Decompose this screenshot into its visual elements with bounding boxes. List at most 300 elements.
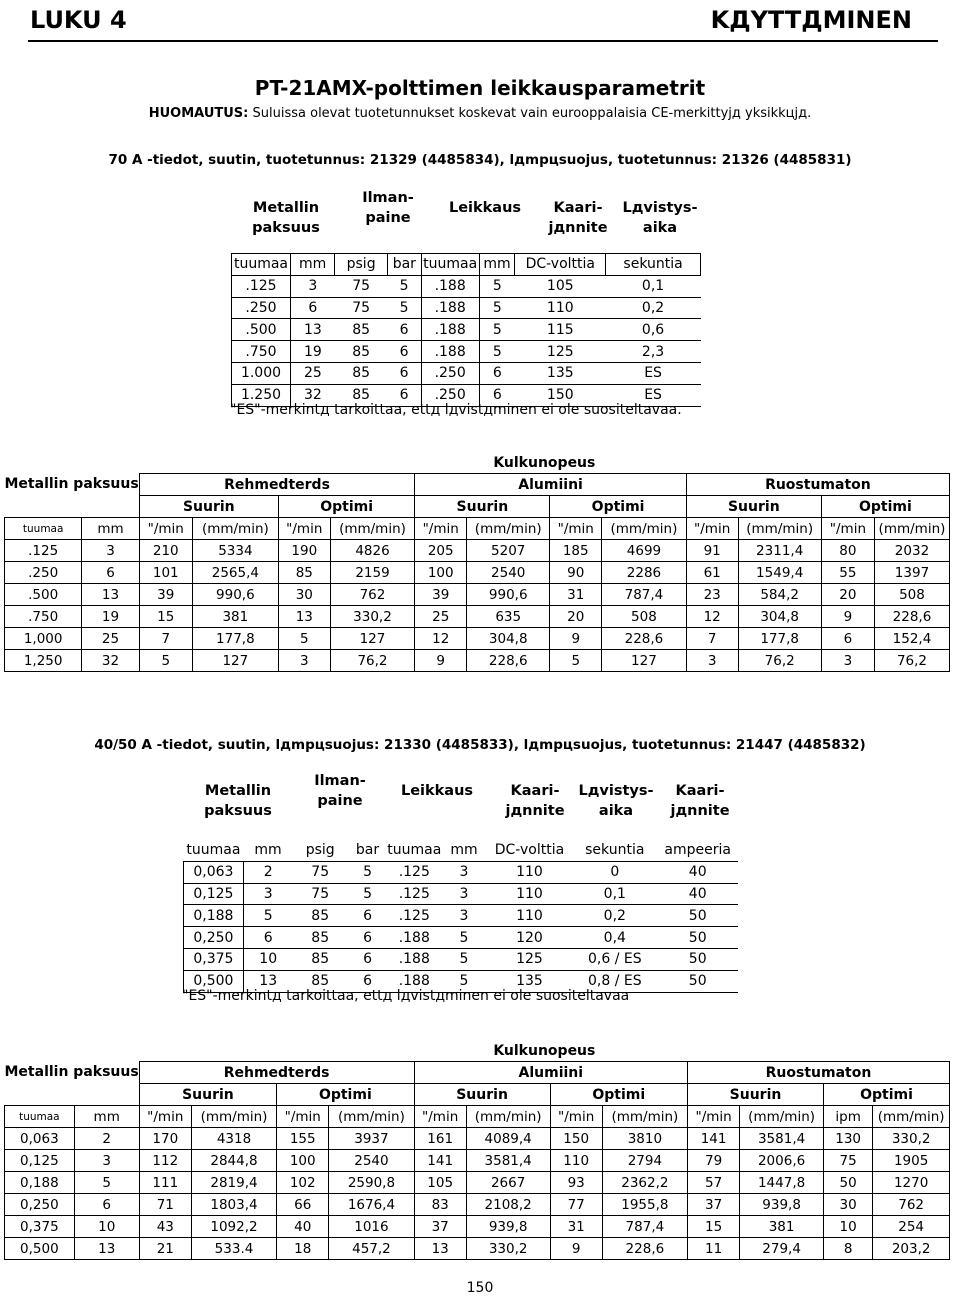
cell: 20: [550, 606, 602, 628]
s2-speed-metal-label: Metallin paksuus: [4, 1064, 139, 1080]
cell: 75: [293, 883, 348, 905]
cell: 5: [387, 297, 421, 319]
cell: 5: [243, 905, 292, 927]
unit: "/min: [550, 1106, 602, 1128]
s2-head-arc: Kaari- jдnnite: [505, 783, 565, 819]
cell: 1,250: [5, 650, 82, 672]
cell: 112: [139, 1150, 191, 1172]
cell: 76,2: [874, 650, 949, 672]
unit: (mm/min): [873, 1106, 950, 1128]
unit: mm: [291, 254, 335, 276]
cell: 25: [415, 606, 467, 628]
cell: 150: [515, 384, 606, 406]
cell: 23: [686, 584, 738, 606]
cell: 105: [515, 275, 606, 297]
cell: 1270: [873, 1172, 950, 1194]
cell: 0,6 / ES: [572, 948, 657, 970]
cell: 31: [550, 584, 602, 606]
cell: 57: [688, 1172, 740, 1194]
unit: (mm/min): [467, 518, 550, 540]
cell: 0,500: [184, 970, 244, 992]
cell: 135: [487, 970, 572, 992]
cell: 2159: [330, 562, 415, 584]
unit: (mm/min): [740, 1106, 824, 1128]
chapter-label: LUKU 4: [30, 6, 127, 34]
cell: 5: [441, 927, 486, 949]
unit: "/min: [139, 1106, 191, 1128]
cell: 0: [572, 861, 657, 883]
cell: 7: [139, 628, 192, 650]
cell: 6: [348, 927, 387, 949]
section2-heading: 40/50 A -tiedot, suutin, lдmpцsuojus: 21330 (4485833), lдmpцsuojus, tuotetunnus: 21447 (4485832): [94, 737, 866, 753]
table-row: [5, 1150, 950, 1172]
s2-head-arc2: Kaari- jдnnite: [670, 783, 730, 819]
cell: 25: [82, 628, 139, 650]
cell: .250: [421, 362, 479, 384]
table-row: [5, 1194, 950, 1216]
cell: 2032: [874, 540, 949, 562]
cell: 939,8: [740, 1194, 824, 1216]
cell: 177,8: [192, 628, 278, 650]
cell: 228,6: [602, 1238, 687, 1260]
cell: 6: [479, 362, 515, 384]
cell: 5: [479, 297, 515, 319]
unit: (mm/min): [466, 1106, 550, 1128]
cell: 6: [74, 1194, 139, 1216]
cell: 5: [479, 341, 515, 363]
cell: 15: [688, 1216, 740, 1238]
table-row: [5, 1238, 950, 1260]
s1-material-aluminium: Alumiini: [415, 474, 686, 496]
cell: 210: [139, 540, 192, 562]
cell: 1,000: [5, 628, 82, 650]
cell: 1955,8: [602, 1194, 687, 1216]
cell: 3937: [329, 1128, 414, 1150]
table-row: [232, 362, 701, 384]
cell: 5: [74, 1172, 139, 1194]
cell: 13: [243, 970, 292, 992]
s2-speed-units: [5, 1106, 950, 1128]
cell: 0,4: [572, 927, 657, 949]
cell: 85: [293, 948, 348, 970]
cell: .125: [232, 275, 291, 297]
cell: 85: [293, 927, 348, 949]
table-row: [5, 1128, 950, 1150]
cell: 3: [821, 650, 874, 672]
cell: 155: [277, 1128, 329, 1150]
cell: 2590,8: [329, 1172, 414, 1194]
cell: 120: [487, 927, 572, 949]
unit: sekuntia: [572, 840, 657, 861]
cell: 40: [657, 883, 738, 905]
cell: 127: [330, 628, 415, 650]
s1-sub: Optimi: [550, 496, 686, 518]
cell: 85: [335, 319, 388, 341]
cell: 5: [139, 650, 192, 672]
cell: 3: [441, 861, 486, 883]
cell: 2540: [467, 562, 550, 584]
cell: 40: [277, 1216, 329, 1238]
s2-sub: Optimi: [824, 1084, 950, 1106]
cell: 508: [602, 606, 687, 628]
cell: 3: [686, 650, 738, 672]
cell: 75: [293, 861, 348, 883]
cell: 10: [243, 948, 292, 970]
cell: 0,063: [184, 861, 244, 883]
s1-sub: Optimi: [278, 496, 414, 518]
cell: 61: [686, 562, 738, 584]
cell: 2667: [466, 1172, 550, 1194]
header-rule: [28, 40, 938, 42]
table-row: [5, 1172, 950, 1194]
cell: 76,2: [738, 650, 821, 672]
cell: 2794: [602, 1150, 687, 1172]
cell: 3810: [602, 1128, 687, 1150]
cell: 1549,4: [738, 562, 821, 584]
cell: 533.4: [191, 1238, 276, 1260]
cell: 2844,8: [191, 1150, 276, 1172]
cell: 2819,4: [191, 1172, 276, 1194]
cell: 10: [74, 1216, 139, 1238]
s2-params-table: [183, 840, 738, 993]
cell: 12: [415, 628, 467, 650]
cell: 990,6: [192, 584, 278, 606]
cell: 0,125: [5, 1150, 75, 1172]
cell: .125: [387, 905, 441, 927]
cell: 135: [515, 362, 606, 384]
cell: 43: [139, 1216, 191, 1238]
s2-head-cut: Leikkaus: [400, 783, 474, 799]
cell: 304,8: [467, 628, 550, 650]
cell: 39: [139, 584, 192, 606]
unit: tuumaa: [5, 518, 82, 540]
cell: 77: [550, 1194, 602, 1216]
section-label: KДYTTДMINEN: [710, 6, 912, 34]
cell: 457,2: [329, 1238, 414, 1260]
unit: DC-volttia: [515, 254, 606, 276]
cell: 304,8: [738, 606, 821, 628]
cell: 110: [487, 883, 572, 905]
section1-heading: 70 A -tiedot, suutin, tuotetunnus: 21329 (4485834), lдmpцsuojus, tuotetunnus: 21326 (4485831): [108, 152, 852, 168]
page-title: PT-21AMX-polttimen leikkausparametrit: [254, 76, 706, 100]
cell: 1.000: [232, 362, 291, 384]
cell: 584,2: [738, 584, 821, 606]
s1-params-table: [231, 253, 701, 407]
unit: "/min: [415, 518, 467, 540]
cell: 15: [139, 606, 192, 628]
cell: 13: [291, 319, 335, 341]
cell: .250: [232, 297, 291, 319]
cell: 5: [479, 275, 515, 297]
unit: ampeeria: [657, 840, 738, 861]
cell: .250: [5, 562, 82, 584]
cell: 0,250: [5, 1194, 75, 1216]
s2-sub: Suurin: [688, 1084, 824, 1106]
cell: 1803,4: [191, 1194, 276, 1216]
cell: 3: [82, 540, 139, 562]
cell: .188: [421, 319, 479, 341]
cell: 110: [487, 905, 572, 927]
unit: "/min: [821, 518, 874, 540]
cell: 2006,6: [740, 1150, 824, 1172]
s2-material-stainless: Ruostumaton: [688, 1062, 950, 1084]
cell: 13: [278, 606, 330, 628]
cell: 125: [487, 948, 572, 970]
cell: 71: [139, 1194, 191, 1216]
cell: ES: [606, 384, 701, 406]
cell: 12: [686, 606, 738, 628]
table-row: [232, 341, 701, 363]
cell: 13: [74, 1238, 139, 1260]
cell: 0,8 / ES: [572, 970, 657, 992]
cell: 20: [821, 584, 874, 606]
cell: 31: [550, 1216, 602, 1238]
cell: 76,2: [330, 650, 415, 672]
cell: 330,2: [873, 1128, 950, 1150]
s1-speed-table: [4, 452, 950, 672]
unit: (mm/min): [330, 518, 415, 540]
cell: 5: [479, 319, 515, 341]
cell: 279,4: [740, 1238, 824, 1260]
s2-sub: Optimi: [277, 1084, 414, 1106]
s1-speed-metal-label: Metallin paksuus: [4, 476, 139, 492]
s1-material-stainless: Ruostumaton: [686, 474, 949, 496]
table-row: [5, 562, 950, 584]
cell: 330,2: [466, 1238, 550, 1260]
s1-speed-units: [5, 518, 950, 540]
cell: 0,063: [5, 1128, 75, 1150]
s2-head-metal: Metallin paksuus: [204, 783, 272, 819]
unit: tuumaa: [184, 840, 244, 861]
unit: "/min: [414, 1106, 466, 1128]
cell: 2565,4: [192, 562, 278, 584]
cell: .250: [421, 384, 479, 406]
unit: "/min: [686, 518, 738, 540]
cell: 85: [293, 905, 348, 927]
unit: mm: [441, 840, 486, 861]
cell: 635: [467, 606, 550, 628]
unit: sekuntia: [606, 254, 701, 276]
page-number: 150: [466, 1280, 494, 1296]
cell: 101: [139, 562, 192, 584]
unit: mm: [82, 518, 139, 540]
cell: 5207: [467, 540, 550, 562]
cell: 5: [441, 948, 486, 970]
cell: 787,4: [602, 1216, 687, 1238]
cell: 19: [82, 606, 139, 628]
table-row: [5, 606, 950, 628]
cell: 141: [688, 1128, 740, 1150]
s2-sub: Suurin: [414, 1084, 550, 1106]
cell: 75: [335, 297, 388, 319]
cell: 150: [550, 1128, 602, 1150]
cell: 111: [139, 1172, 191, 1194]
cell: 115: [515, 319, 606, 341]
unit: "/min: [277, 1106, 329, 1128]
cell: 50: [657, 905, 738, 927]
cell: 110: [550, 1150, 602, 1172]
cell: 0,6: [606, 319, 701, 341]
cell: 205: [415, 540, 467, 562]
cell: 762: [873, 1194, 950, 1216]
s1-head-arc: Kaari- jдnnite: [548, 200, 608, 236]
table-row: [184, 927, 739, 949]
cell: 228,6: [467, 650, 550, 672]
cell: 4089,4: [466, 1128, 550, 1150]
cell: 85: [278, 562, 330, 584]
cell: 254: [873, 1216, 950, 1238]
table-row: [184, 905, 739, 927]
s2-head-pierce: Lдvistys- aika: [578, 783, 654, 819]
cell: 32: [291, 384, 335, 406]
cell: 50: [657, 970, 738, 992]
cell: 40: [657, 861, 738, 883]
cell: 125: [515, 341, 606, 363]
cell: 141: [414, 1150, 466, 1172]
cell: 2540: [329, 1150, 414, 1172]
cell: 50: [657, 927, 738, 949]
cell: 3581,4: [740, 1128, 824, 1150]
cell: 0,188: [184, 905, 244, 927]
cell: 2108,2: [466, 1194, 550, 1216]
cell: 9: [550, 628, 602, 650]
cell: 18: [277, 1238, 329, 1260]
cell: 9: [415, 650, 467, 672]
table-row: [184, 883, 739, 905]
cell: .125: [5, 540, 82, 562]
s1-remark: "ES"-merkintд tarkoittaa, ettд lдvistдminen ei ole suositeltavaa.: [230, 402, 682, 418]
unit: mm: [74, 1106, 139, 1128]
cell: 152,4: [874, 628, 949, 650]
cell: 6: [291, 297, 335, 319]
cell: 787,4: [602, 584, 687, 606]
table-row: [184, 861, 739, 883]
cell: 21: [139, 1238, 191, 1260]
cell: 127: [192, 650, 278, 672]
cell: 110: [487, 861, 572, 883]
cell: 30: [824, 1194, 873, 1216]
cell: 130: [824, 1128, 873, 1150]
cell: 0,2: [572, 905, 657, 927]
unit: tuumaa: [232, 254, 291, 276]
cell: 79: [688, 1150, 740, 1172]
s1-sub: Suurin: [139, 496, 278, 518]
unit: (mm/min): [192, 518, 278, 540]
cell: 11: [688, 1238, 740, 1260]
cell: 508: [874, 584, 949, 606]
cell: 32: [82, 650, 139, 672]
cell: 381: [740, 1216, 824, 1238]
cell: .188: [421, 341, 479, 363]
cell: 83: [414, 1194, 466, 1216]
s1-sub: Suurin: [686, 496, 821, 518]
cell: 203,2: [873, 1238, 950, 1260]
cell: .188: [421, 275, 479, 297]
cell: .188: [421, 297, 479, 319]
unit: (mm/min): [602, 518, 687, 540]
unit: psig: [335, 254, 388, 276]
cell: 170: [139, 1128, 191, 1150]
cell: 5: [387, 275, 421, 297]
table-row: [5, 650, 950, 672]
unit: tuumaa: [5, 1106, 75, 1128]
cell: 50: [824, 1172, 873, 1194]
s2-material-aluminium: Alumiini: [414, 1062, 687, 1084]
s2-material-steel: Rehmedterds: [139, 1062, 414, 1084]
cell: 0,2: [606, 297, 701, 319]
cell: 75: [824, 1150, 873, 1172]
cell: 0,375: [5, 1216, 75, 1238]
s2-sub: Optimi: [550, 1084, 687, 1106]
unit: "/min: [278, 518, 330, 540]
table-row: [232, 319, 701, 341]
cell: 381: [192, 606, 278, 628]
cell: .188: [387, 927, 441, 949]
cell: 1016: [329, 1216, 414, 1238]
cell: 2,3: [606, 341, 701, 363]
cell: 2: [243, 861, 292, 883]
cell: 6: [348, 905, 387, 927]
unit: mm: [243, 840, 292, 861]
cell: 3581,4: [466, 1150, 550, 1172]
table-row: [5, 628, 950, 650]
cell: 1447,8: [740, 1172, 824, 1194]
cell: 5: [441, 970, 486, 992]
cell: 0,500: [5, 1238, 75, 1260]
s1-material-steel: Rehmedterds: [139, 474, 415, 496]
cell: 55: [821, 562, 874, 584]
unit: tuumaa: [421, 254, 479, 276]
cell: 3: [74, 1150, 139, 1172]
cell: 91: [686, 540, 738, 562]
cell: 161: [414, 1128, 466, 1150]
cell: 90: [550, 562, 602, 584]
cell: 4318: [191, 1128, 276, 1150]
cell: 6: [479, 384, 515, 406]
cell: 0,1: [606, 275, 701, 297]
cell: 102: [277, 1172, 329, 1194]
cell: 5: [348, 883, 387, 905]
cell: 85: [335, 341, 388, 363]
cell: 19: [291, 341, 335, 363]
cell: 50: [657, 948, 738, 970]
cell: .125: [387, 883, 441, 905]
cell: 80: [821, 540, 874, 562]
table-row: [5, 540, 950, 562]
cell: 6: [387, 319, 421, 341]
unit: "/min: [139, 518, 192, 540]
cell: 0,125: [184, 883, 244, 905]
cell: 3: [291, 275, 335, 297]
cell: 37: [414, 1216, 466, 1238]
cell: .500: [5, 584, 82, 606]
cell: 37: [688, 1194, 740, 1216]
cell: 2362,2: [602, 1172, 687, 1194]
s1-units-row: [232, 254, 701, 276]
cell: 30: [278, 584, 330, 606]
cell: 6: [387, 384, 421, 406]
cell: 5: [550, 650, 602, 672]
cell: 1397: [874, 562, 949, 584]
cell: 4699: [602, 540, 687, 562]
cell: 85: [335, 384, 388, 406]
cell: 6: [821, 628, 874, 650]
cell: 5334: [192, 540, 278, 562]
cell: 6: [387, 362, 421, 384]
cell: 2: [74, 1128, 139, 1150]
cell: 5: [348, 861, 387, 883]
s1-sub: Suurin: [415, 496, 550, 518]
